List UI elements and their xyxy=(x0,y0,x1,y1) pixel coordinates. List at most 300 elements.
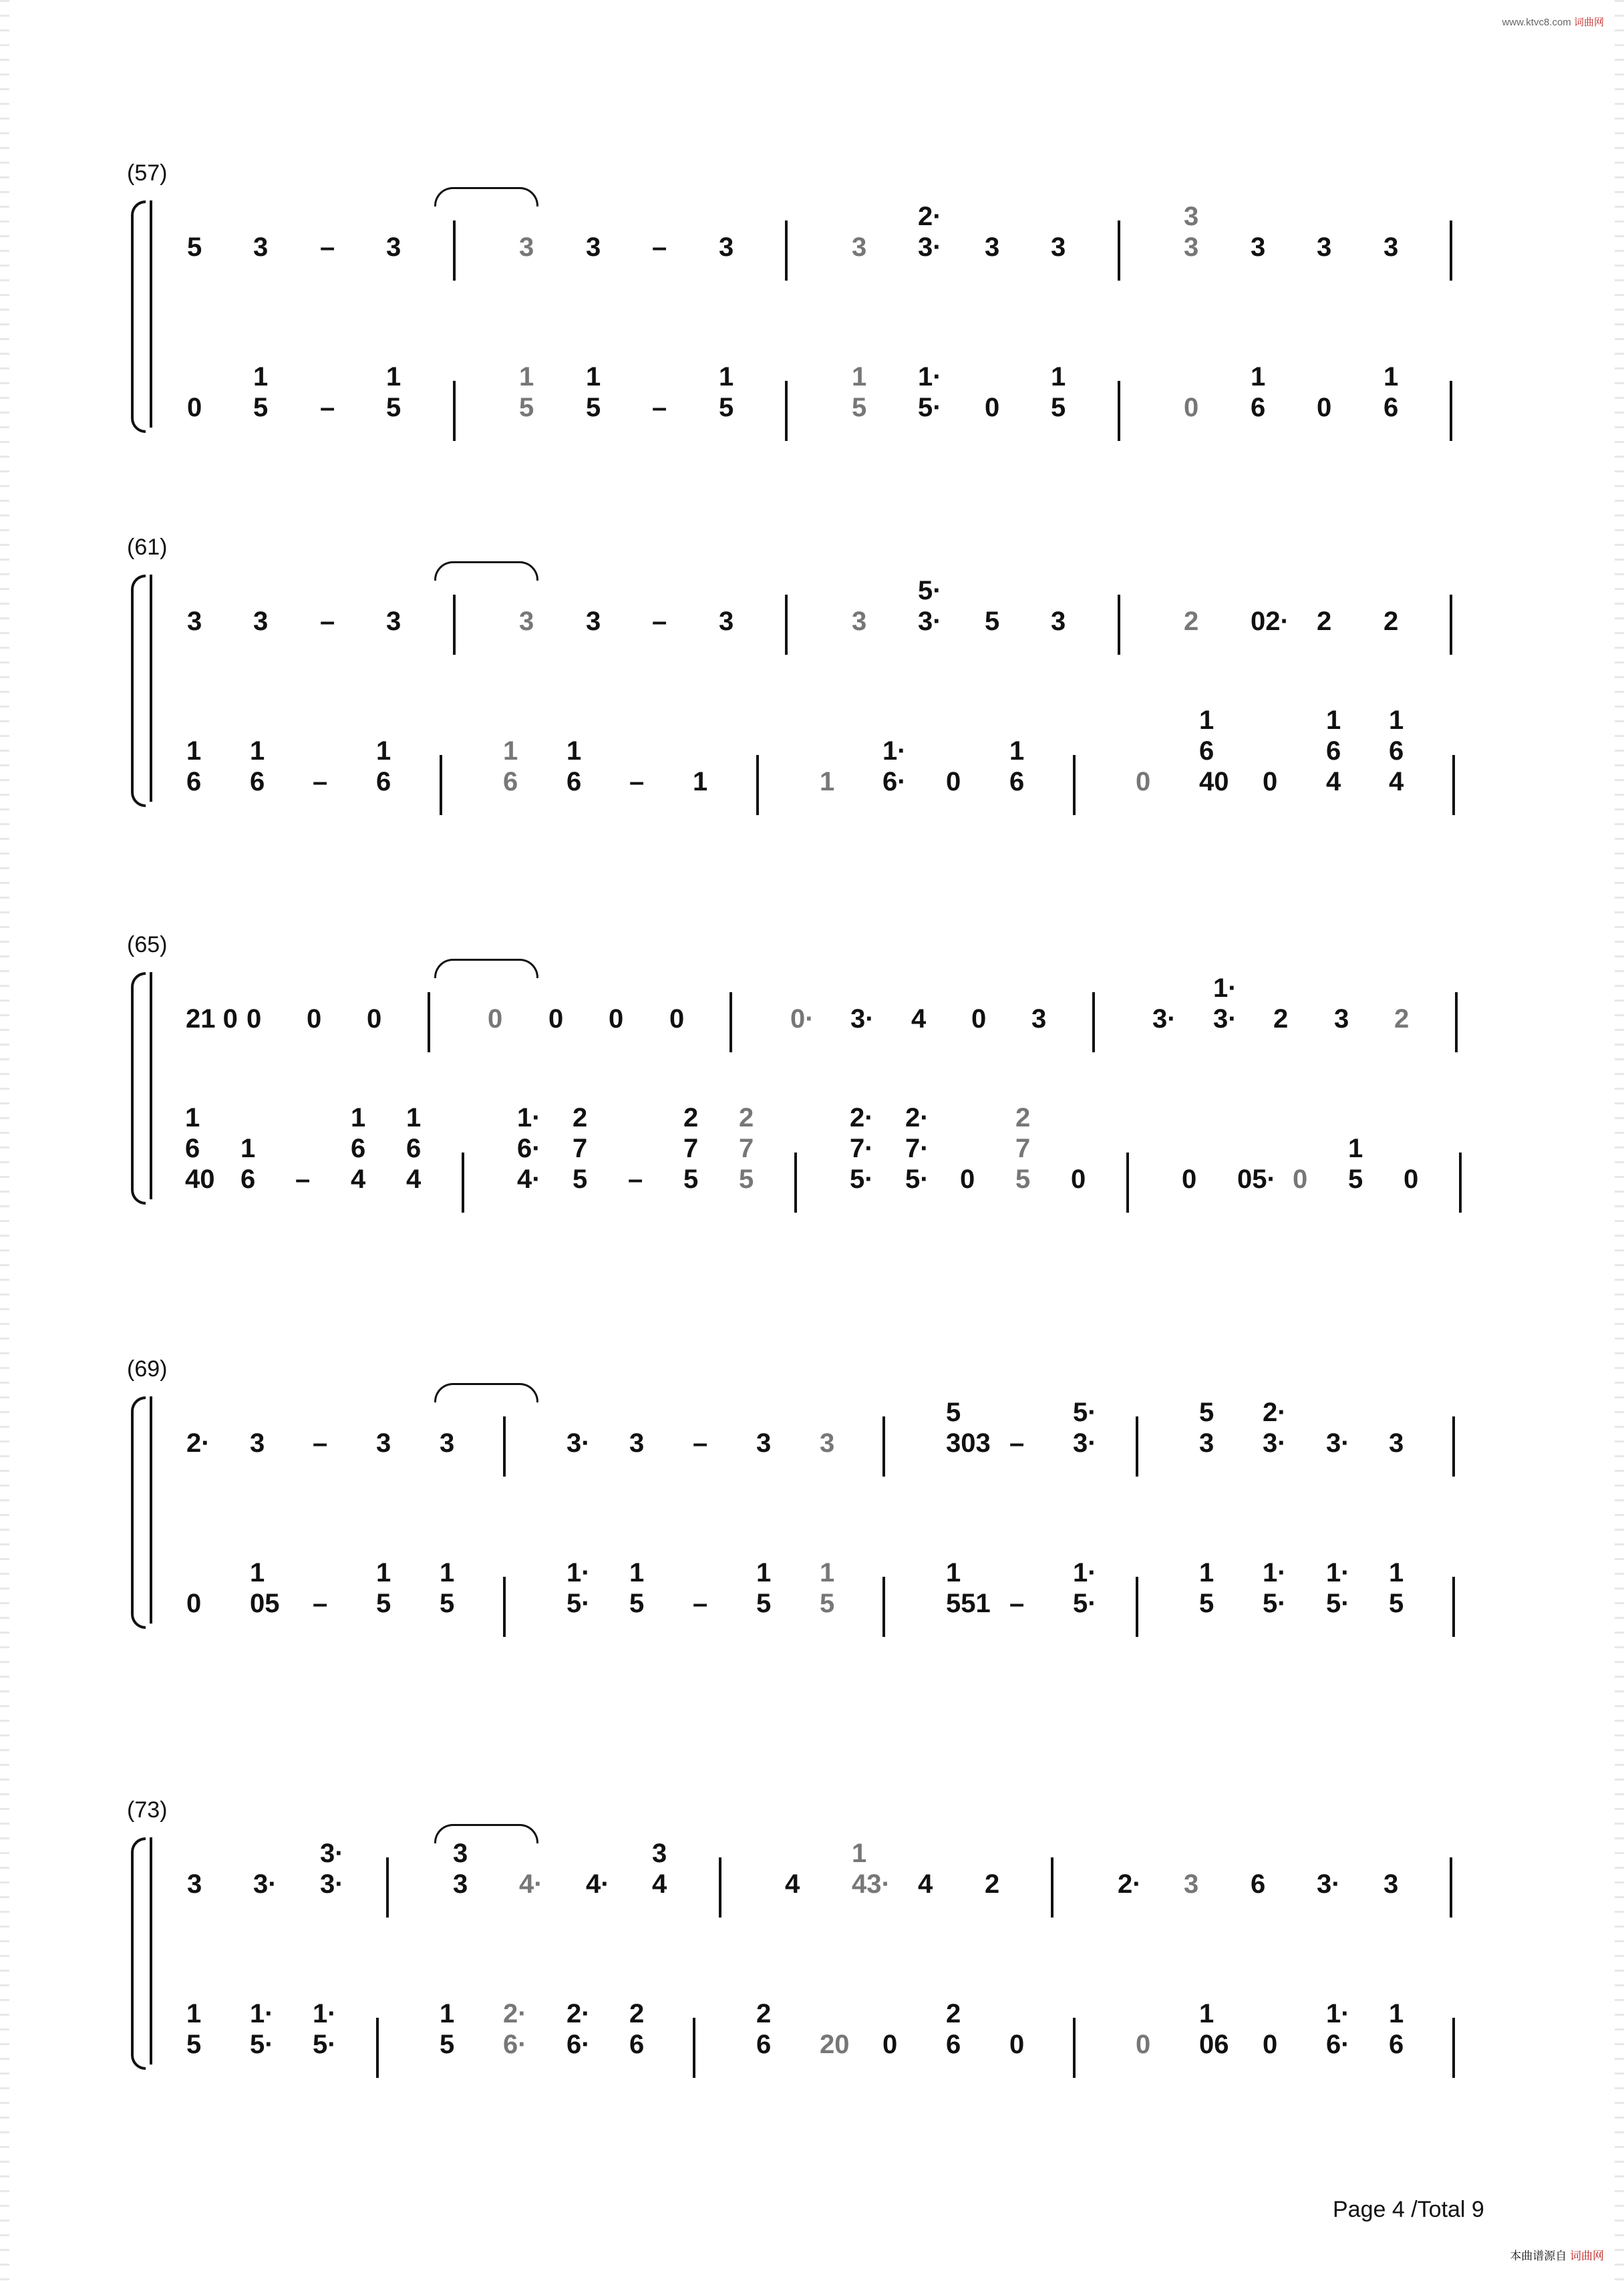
barline xyxy=(1452,1577,1455,1637)
note xyxy=(386,608,401,635)
chord-note: 1 xyxy=(519,362,534,392)
chord-note: 2· xyxy=(503,1999,527,2028)
chord-note: 1· xyxy=(1263,1558,1287,1587)
chord-note: 1 xyxy=(756,1558,772,1587)
barline xyxy=(376,2018,379,2078)
page-edge-right xyxy=(1615,0,1624,2283)
chord-note: 1 xyxy=(186,736,202,766)
note xyxy=(186,736,202,796)
note-digit: 0 xyxy=(1136,767,1151,796)
system-line xyxy=(150,575,152,802)
note-digit: 2 xyxy=(1317,607,1332,636)
note-digit: 0· xyxy=(790,1004,814,1034)
note-digit: 3 xyxy=(386,607,401,636)
barline xyxy=(1450,220,1452,281)
note-digit: 3 xyxy=(1384,1869,1399,1899)
note xyxy=(1263,768,1277,795)
barline xyxy=(1092,992,1095,1052)
grand-staff-brace xyxy=(131,972,146,1205)
note xyxy=(918,576,942,636)
note-digit: 5 xyxy=(1015,1165,1031,1194)
note-digit: 05· xyxy=(1237,1165,1276,1194)
note-digit: 6 xyxy=(376,767,391,796)
note-digit: 0 xyxy=(1293,1165,1308,1194)
note xyxy=(253,1871,277,1897)
site-watermark: www.ktvc8.com 词曲网 xyxy=(1502,17,1604,28)
note xyxy=(852,234,866,261)
note xyxy=(985,234,999,261)
note xyxy=(693,1430,707,1457)
note xyxy=(652,234,667,261)
note-digit: 6· xyxy=(566,2030,591,2059)
note xyxy=(1199,1398,1214,1458)
note-digit: 0 xyxy=(307,1004,322,1034)
note-digit: 3 xyxy=(1184,1869,1199,1899)
chord-note: 1 xyxy=(852,1839,867,1868)
note-digit: 5 xyxy=(683,1165,699,1194)
note xyxy=(820,1558,835,1618)
note-digit: 6 xyxy=(566,767,582,796)
note-digit: 3· xyxy=(850,1004,874,1034)
note-digit: – xyxy=(1009,1589,1025,1618)
note-digit: 3 xyxy=(1251,233,1266,262)
chord-note: 2 xyxy=(946,1999,961,2028)
note xyxy=(629,1558,645,1618)
tie-arc xyxy=(434,561,538,581)
chord-note-top: 1· xyxy=(517,1103,541,1132)
note xyxy=(519,362,534,422)
note-digit: 6 xyxy=(1251,1869,1266,1899)
barline xyxy=(1118,220,1120,281)
note xyxy=(1263,1558,1287,1618)
note xyxy=(250,1430,265,1457)
note xyxy=(376,736,391,796)
note-digit: 5· xyxy=(905,1165,929,1194)
note-digit: 5 xyxy=(573,1165,588,1194)
note-digit: 5 xyxy=(985,607,1000,636)
note-digit: 3 xyxy=(253,607,269,636)
chord-note: 7· xyxy=(905,1134,929,1163)
note-digit: 6 xyxy=(250,767,265,796)
score-system xyxy=(127,160,1503,441)
note xyxy=(1199,706,1229,796)
note-digit: 2· xyxy=(186,1428,210,1458)
chord-note: 1 xyxy=(566,736,582,766)
note-digit: – xyxy=(320,393,335,422)
chord-note: 1 xyxy=(503,736,518,766)
note-digit: 3 xyxy=(376,1428,391,1458)
note xyxy=(351,1103,366,1194)
note-digit: 2 xyxy=(1184,607,1199,636)
barline xyxy=(1459,1153,1462,1213)
note xyxy=(1213,973,1237,1034)
note xyxy=(628,1166,643,1193)
chord-note: 5 xyxy=(946,1398,961,1427)
note xyxy=(440,1558,455,1618)
barline xyxy=(1118,595,1120,655)
note xyxy=(1199,1999,1229,2059)
note-digit: 3 xyxy=(1184,233,1199,262)
note xyxy=(1326,706,1341,796)
chord-note: 1· xyxy=(250,1999,274,2028)
note-digit: 0 xyxy=(367,1004,382,1034)
note-digit: 3 xyxy=(253,233,269,262)
note-digit: – xyxy=(1009,1428,1025,1458)
note-digit: 3 xyxy=(852,233,867,262)
barline xyxy=(882,1577,885,1637)
note-digit: 2 xyxy=(1394,1004,1410,1034)
note xyxy=(503,1999,527,2059)
measure-number: (65) xyxy=(127,932,168,957)
note xyxy=(186,1430,210,1457)
note-digit: 3 xyxy=(1389,1428,1404,1458)
note xyxy=(376,1558,391,1618)
note xyxy=(367,1006,381,1032)
chord-note: 1· xyxy=(313,1999,337,2028)
note xyxy=(1348,1134,1363,1194)
note xyxy=(820,1430,834,1457)
measure-number: (73) xyxy=(127,1797,168,1823)
note xyxy=(1404,1166,1418,1193)
note-digit: 3 xyxy=(719,233,734,262)
note-digit: 0 xyxy=(548,1004,564,1034)
note xyxy=(946,1558,991,1618)
note-digit: 5 xyxy=(739,1165,754,1194)
note xyxy=(1394,1006,1409,1032)
chord-note: 5 xyxy=(1199,1398,1214,1427)
note xyxy=(1334,1006,1349,1032)
upper-staff-row xyxy=(174,1839,1503,1964)
note-digit: 0 xyxy=(669,1004,685,1034)
barline xyxy=(1126,1153,1129,1213)
barline xyxy=(719,1857,721,1918)
chord-note: 1 xyxy=(440,1999,455,2028)
tie-arc xyxy=(434,1824,538,1843)
note xyxy=(946,1398,991,1458)
chord-note: 2 xyxy=(756,1999,772,2028)
chord-note: 7· xyxy=(850,1134,874,1163)
note-digit: 6 xyxy=(240,1165,256,1194)
note xyxy=(406,1103,422,1194)
measure-number: (69) xyxy=(127,1356,168,1382)
note xyxy=(488,1006,502,1032)
note-digit: 5· xyxy=(313,2030,337,2059)
note xyxy=(186,1006,238,1032)
note-digit: 3· xyxy=(1317,1869,1341,1899)
chord-note: 1 xyxy=(240,1134,256,1163)
note xyxy=(1009,2031,1024,2058)
note-digit: 5 xyxy=(186,2030,202,2059)
chord-note: 1 xyxy=(1348,1134,1363,1163)
note-digit: 0 xyxy=(1263,767,1278,796)
note xyxy=(187,234,202,261)
barline xyxy=(503,1416,506,1477)
note xyxy=(629,768,644,795)
note-digit: 5 xyxy=(586,393,601,422)
barline xyxy=(440,755,442,815)
note-digit: 3· xyxy=(253,1869,277,1899)
note-digit: 40 xyxy=(185,1165,215,1194)
note-digit: 0 xyxy=(1184,393,1199,422)
chord-note: 1 xyxy=(440,1558,455,1587)
note-digit: 5· xyxy=(1326,1589,1350,1618)
note xyxy=(187,1871,202,1897)
note xyxy=(1317,234,1331,261)
note-digit: 5 xyxy=(1051,393,1066,422)
note xyxy=(911,1006,926,1032)
chord-note: 1 xyxy=(376,1558,391,1587)
note-digit: 3 xyxy=(1051,233,1066,262)
chord-note: 7 xyxy=(739,1134,754,1163)
note xyxy=(1136,768,1150,795)
chord-note-top: 1 xyxy=(1199,706,1214,735)
score-system xyxy=(127,932,1503,1213)
barline xyxy=(1051,1857,1053,1918)
note xyxy=(1009,1430,1024,1457)
note-digit: 5· xyxy=(1073,1589,1097,1618)
note-digit: 5 xyxy=(719,393,734,422)
note-digit: 5 xyxy=(376,1589,391,1618)
note xyxy=(918,202,942,262)
note xyxy=(1071,1166,1086,1193)
note xyxy=(1136,2031,1150,2058)
note-digit: 5 xyxy=(519,393,534,422)
note xyxy=(1326,1430,1350,1457)
chord-note-top: 2 xyxy=(683,1103,699,1132)
note-digit: 3· xyxy=(1326,1428,1350,1458)
note xyxy=(960,1166,975,1193)
note xyxy=(852,362,867,422)
note xyxy=(1251,1871,1265,1897)
note-digit: 1 xyxy=(820,767,835,796)
barline xyxy=(1450,1857,1452,1918)
note-digit: 4 xyxy=(1389,767,1404,796)
note xyxy=(253,234,268,261)
note-digit: 3 xyxy=(1051,607,1066,636)
note-digit: 3 xyxy=(820,1428,835,1458)
note xyxy=(1051,362,1066,422)
note xyxy=(652,1839,667,1899)
note-digit: 3 xyxy=(519,233,534,262)
note-digit: – xyxy=(693,1428,708,1458)
note xyxy=(918,1871,933,1897)
lower-staff-row xyxy=(174,706,1503,862)
chord-note: 1· xyxy=(1326,1558,1350,1587)
note xyxy=(1317,394,1331,421)
chord-note-top: 1 xyxy=(1389,706,1404,735)
note xyxy=(820,2031,850,2058)
note-digit: 3· xyxy=(1263,1428,1287,1458)
note xyxy=(1009,736,1025,796)
score-system xyxy=(127,1797,1503,2078)
chord-note: 1· xyxy=(1326,1999,1350,2028)
note-digit: 6 xyxy=(756,2030,772,2059)
note xyxy=(1152,1006,1176,1032)
barline xyxy=(453,381,456,441)
chord-note: 2· xyxy=(1263,1398,1287,1427)
note xyxy=(1237,1166,1276,1193)
note xyxy=(1384,362,1399,422)
note xyxy=(1326,1558,1350,1618)
upper-staff-row xyxy=(174,576,1503,702)
note-digit: 3 xyxy=(519,607,534,636)
note xyxy=(1389,706,1404,796)
note xyxy=(313,1999,337,2059)
note xyxy=(1389,1558,1404,1618)
note-digit: 3· xyxy=(1213,1004,1237,1034)
note-digit: – xyxy=(629,767,645,796)
note xyxy=(820,768,834,795)
note-digit: 6 xyxy=(946,2030,961,2059)
note xyxy=(307,1006,321,1032)
note xyxy=(1251,362,1266,422)
chord-note: 1 xyxy=(253,362,269,392)
note xyxy=(320,234,335,261)
note xyxy=(946,1999,961,2059)
note xyxy=(1251,608,1289,635)
chord-note: 1 xyxy=(1009,736,1025,766)
note xyxy=(629,1430,644,1457)
chord-note: 1 xyxy=(1384,362,1399,392)
note-digit: – xyxy=(320,233,335,262)
tie-arc xyxy=(434,959,538,978)
note-digit: 5· xyxy=(1263,1589,1287,1618)
note-digit: 3 xyxy=(386,233,401,262)
lower-staff-row xyxy=(174,1103,1503,1259)
barline xyxy=(1136,1577,1138,1637)
note-digit: 3 xyxy=(586,607,601,636)
note-digit: 3 xyxy=(1334,1004,1349,1034)
note-digit: 0 xyxy=(609,1004,624,1034)
note-digit: 6 xyxy=(1251,393,1266,422)
note-digit: 5 xyxy=(852,393,867,422)
note xyxy=(1384,608,1398,635)
note xyxy=(250,1558,280,1618)
chord-note: 1 xyxy=(629,1558,645,1587)
measure-number: (61) xyxy=(127,535,168,560)
note xyxy=(1073,1398,1097,1458)
note-digit: 2 xyxy=(985,1869,1000,1899)
chord-note-top: 1 xyxy=(351,1103,366,1132)
note-digit: – xyxy=(652,393,667,422)
note-digit: 5 xyxy=(1389,1589,1404,1618)
chord-note: 6 xyxy=(406,1134,422,1163)
note-digit: 0 xyxy=(186,1589,202,1618)
note xyxy=(573,1103,588,1194)
note xyxy=(1199,1558,1214,1618)
note-digit: 5 xyxy=(440,1589,455,1618)
chord-note: 2· xyxy=(566,1999,591,2028)
note xyxy=(519,608,534,635)
barline xyxy=(386,1857,389,1918)
note xyxy=(250,1999,274,2059)
tie-arc xyxy=(434,187,538,206)
note xyxy=(719,362,734,422)
note xyxy=(503,736,518,796)
note xyxy=(586,608,601,635)
note-digit: – xyxy=(295,1165,311,1194)
note-digit: 6 xyxy=(186,767,202,796)
chord-note: 2 xyxy=(629,1999,645,2028)
note xyxy=(1015,1103,1031,1194)
note xyxy=(669,1006,684,1032)
note-digit: 3 xyxy=(187,1869,202,1899)
note xyxy=(1326,1999,1350,2059)
note-digit: – xyxy=(652,233,667,262)
barline xyxy=(453,595,456,655)
barline xyxy=(462,1153,464,1213)
note-digit: 5 xyxy=(629,1589,645,1618)
score-system xyxy=(127,1356,1503,1637)
note xyxy=(386,362,401,422)
note-digit: 20 xyxy=(820,2030,850,2059)
note-digit: 4· xyxy=(517,1165,541,1194)
note-digit: 4· xyxy=(586,1869,610,1899)
note-digit: 3 xyxy=(1199,1428,1214,1458)
note xyxy=(187,608,202,635)
note xyxy=(739,1103,754,1194)
barline xyxy=(428,992,430,1052)
chord-note-top: 2 xyxy=(573,1103,588,1132)
tie-arc xyxy=(434,1383,538,1402)
note-digit: 43· xyxy=(852,1869,890,1899)
note xyxy=(1031,1006,1046,1032)
chord-note: 3 xyxy=(1184,202,1199,231)
note xyxy=(1317,608,1331,635)
note-digit: 3 xyxy=(453,1869,468,1899)
barline xyxy=(1136,1416,1138,1477)
note-digit: 0 xyxy=(882,2030,898,2059)
note-digit: 0 xyxy=(1404,1165,1419,1194)
note-digit: 05 xyxy=(250,1589,280,1618)
barline xyxy=(1452,2018,1455,2078)
chord-note: 6· xyxy=(517,1134,541,1163)
note xyxy=(985,394,999,421)
chord-note-top: 2· xyxy=(850,1103,874,1132)
note xyxy=(586,362,601,422)
note xyxy=(386,234,401,261)
barline xyxy=(1450,595,1452,655)
chord-note: 1· xyxy=(918,362,942,392)
note xyxy=(187,394,202,421)
system-line xyxy=(150,1396,152,1624)
note xyxy=(566,1430,591,1457)
barline xyxy=(693,2018,695,2078)
note xyxy=(852,1839,890,1899)
note-digit: 5 xyxy=(1199,1589,1214,1618)
barline xyxy=(756,755,759,815)
note-digit: 0 xyxy=(1071,1165,1086,1194)
chord-note: 1 xyxy=(386,362,401,392)
chord-note: 1 xyxy=(186,1999,202,2028)
chord-note: 1· xyxy=(882,736,907,766)
note-digit: 2· xyxy=(1118,1869,1142,1899)
note xyxy=(240,1134,256,1194)
note-digit: 4 xyxy=(785,1869,800,1899)
note xyxy=(985,608,999,635)
chord-note: 1 xyxy=(719,362,734,392)
note-digit: 3· xyxy=(566,1428,591,1458)
barline xyxy=(882,1416,885,1477)
chord-note: 1· xyxy=(1073,1558,1097,1587)
page-indicator: Page 4 /Total 9 xyxy=(1333,2197,1484,2222)
note-digit: 4 xyxy=(406,1165,422,1194)
note-digit: – xyxy=(320,607,335,636)
chord-note: 3 xyxy=(652,1839,667,1868)
chord-note: 1 xyxy=(1389,1999,1404,2028)
note-digit: 0 xyxy=(247,1004,262,1034)
note-digit: 4 xyxy=(351,1165,366,1194)
